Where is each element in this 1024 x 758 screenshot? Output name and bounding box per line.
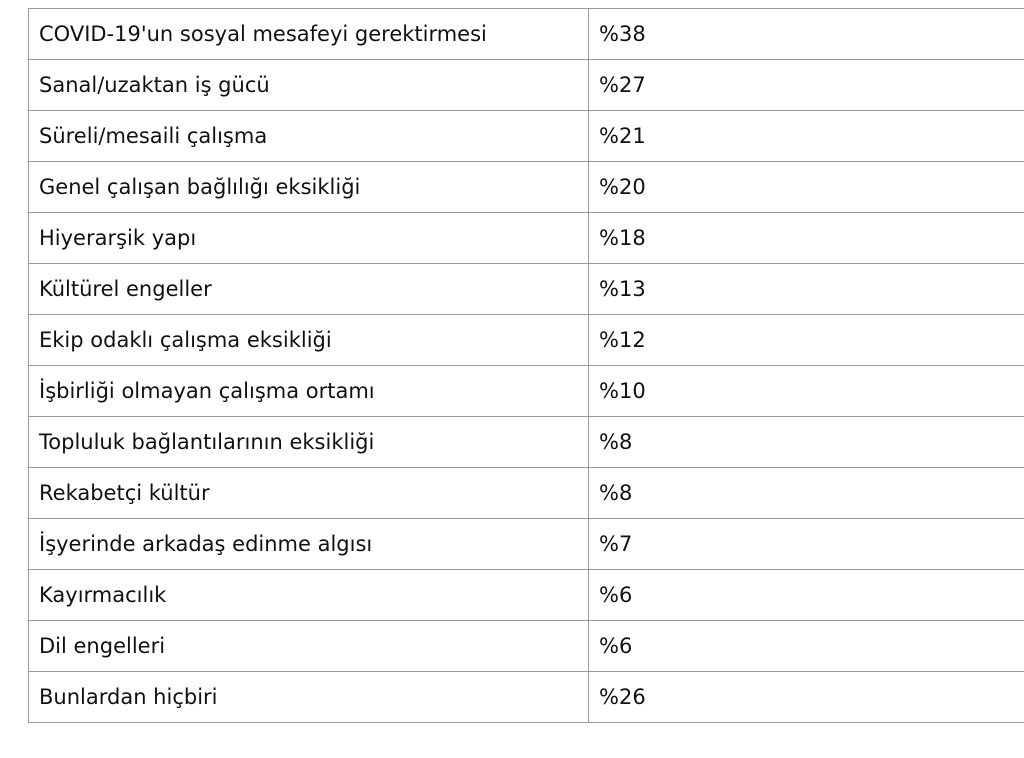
row-label: Sanal/uzaktan iş gücü [29, 60, 589, 111]
table-row [29, 111, 1024, 162]
table-row [29, 9, 1024, 60]
table-row [29, 468, 1024, 519]
row-value: %26 [589, 672, 1024, 723]
table-row [29, 366, 1024, 417]
row-label: Genel çalışan bağlılığı eksikliği [29, 162, 589, 213]
table-row [29, 264, 1024, 315]
row-value: %7 [589, 519, 1024, 570]
table-row [29, 519, 1024, 570]
table-row [29, 570, 1024, 621]
table-row [29, 621, 1024, 672]
row-label: COVID-19'un sosyal mesafeyi gerektirmesi [29, 9, 589, 60]
row-value: %13 [589, 264, 1024, 315]
table-row [29, 417, 1024, 468]
row-label: Kayırmacılık [29, 570, 589, 621]
row-value: %27 [589, 60, 1024, 111]
data-table [28, 8, 1024, 723]
row-label: Bunlardan hiçbiri [29, 672, 589, 723]
table-row [29, 60, 1024, 111]
row-label: Hiyerarşik yapı [29, 213, 589, 264]
row-value: %12 [589, 315, 1024, 366]
row-label: Ekip odaklı çalışma eksikliği [29, 315, 589, 366]
row-label: Kültürel engeller [29, 264, 589, 315]
row-value: %8 [589, 468, 1024, 519]
row-value: %21 [589, 111, 1024, 162]
row-label: Rekabetçi kültür [29, 468, 589, 519]
row-label: İşyerinde arkadaş edinme algısı [29, 519, 589, 570]
table-row [29, 315, 1024, 366]
row-value: %6 [589, 621, 1024, 672]
row-value: %20 [589, 162, 1024, 213]
row-label: Dil engelleri [29, 621, 589, 672]
row-value: %8 [589, 417, 1024, 468]
row-value: %6 [589, 570, 1024, 621]
row-label: Topluluk bağlantılarının eksikliği [29, 417, 589, 468]
table-row [29, 162, 1024, 213]
row-value: %18 [589, 213, 1024, 264]
row-value: %38 [589, 9, 1024, 60]
table-row [29, 672, 1024, 723]
row-label: Süreli/mesaili çalışma [29, 111, 589, 162]
row-label: İşbirliği olmayan çalışma ortamı [29, 366, 589, 417]
row-value: %10 [589, 366, 1024, 417]
table-row [29, 213, 1024, 264]
